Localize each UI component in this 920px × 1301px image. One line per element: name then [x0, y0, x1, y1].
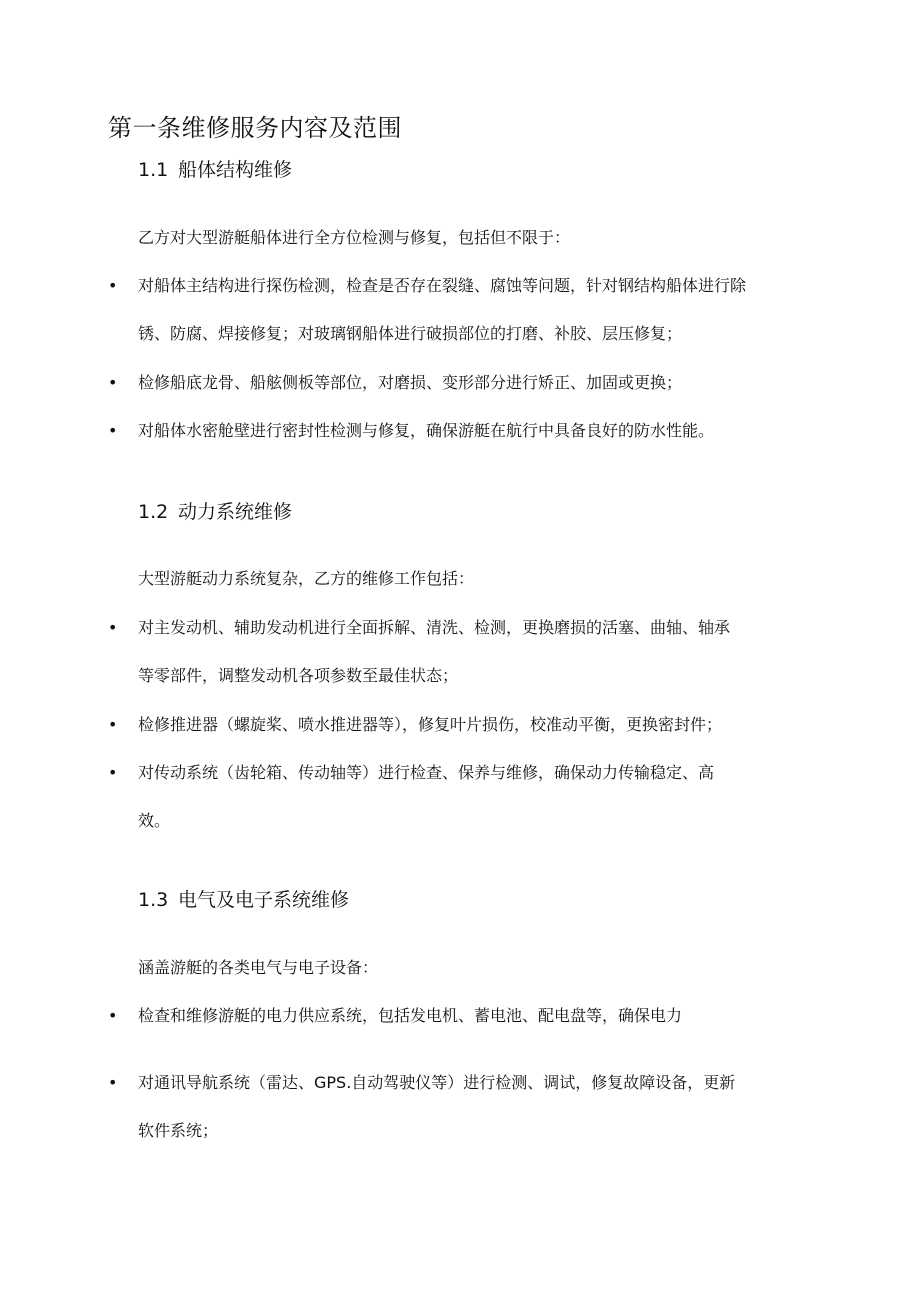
bullet-icon: • [108, 1006, 118, 1025]
list-item-text: 检修推进器（螺旋桨、喷水推进器等），修复叶片损伤，校准动平衡，更换密封件； [138, 715, 723, 734]
section-intro: 大型游艇动力系统复杂，乙方的维修工作包括： [138, 569, 475, 588]
bullet-icon: • [108, 276, 118, 295]
bullet-icon: • [108, 1073, 118, 1092]
list-item-text: 对船体水密舱壁进行密封性检测与修复，确保游艇在航行中具备良好的防水性能。 [138, 421, 715, 440]
section-title-text: 动力系统维修 [178, 501, 293, 523]
article-heading: 第一条维修服务内容及范围 [108, 114, 402, 142]
list-item-text: 检修船底龙骨、船舷侧板等部位，对磨损、变形部分进行矫正、加固或更换； [138, 373, 683, 392]
list-item-text: 对主发动机、辅助发动机进行全面拆解、清洗、检测，更换磨损的活塞、曲轴、轴承 [138, 618, 731, 637]
list-item-text-cont: 等零部件，调整发动机各项参数至最佳状态； [138, 666, 459, 685]
section-title-1-1 [138, 156, 292, 184]
bullet-icon: • [108, 715, 118, 734]
list-item-text: 对船体主结构进行探伤检测，检查是否存在裂缝、腐蚀等问题，针对钢结构船体进行除 [138, 276, 747, 295]
bullet-icon: • [108, 618, 118, 637]
bullet-icon: • [108, 421, 118, 440]
list-item-text: 检查和维修游艇的电力供应系统，包括发电机、蓄电池、配电盘等，确保电力 [138, 1006, 683, 1025]
section-number: 1.1 [138, 159, 169, 181]
bullet-icon: • [108, 763, 118, 782]
section-intro: 涵盖游艇的各类电气与电子设备： [138, 958, 379, 977]
list-item-text-cont: 软件系统； [138, 1121, 219, 1140]
list-item-text: 对通讯导航系统（雷达、GPS.自动驾驶仪等）进行检测、调试，修复故障设备，更新 [138, 1073, 736, 1092]
section-title-text: 船体结构维修 [178, 159, 293, 181]
section-number: 1.2 [138, 501, 169, 523]
section-number: 1.3 [138, 889, 169, 911]
list-item-text-cont: 锈、防腐、焊接修复；对玻璃钢船体进行破损部位的打磨、补胶、层压修复； [138, 324, 683, 343]
list-item-text-cont: 效。 [138, 811, 171, 830]
section-intro: 乙方对大型游艇船体进行全方位检测与修复，包括但不限于： [138, 228, 571, 247]
bullet-icon: • [108, 373, 118, 392]
list-item-text: 对传动系统（齿轮箱、传动轴等）进行检查、保养与维修，确保动力传输稳定、高 [138, 763, 715, 782]
section-title-1-3 [138, 886, 349, 914]
section-title-1-2 [138, 498, 292, 526]
section-title-text: 电气及电子系统维修 [178, 889, 350, 911]
